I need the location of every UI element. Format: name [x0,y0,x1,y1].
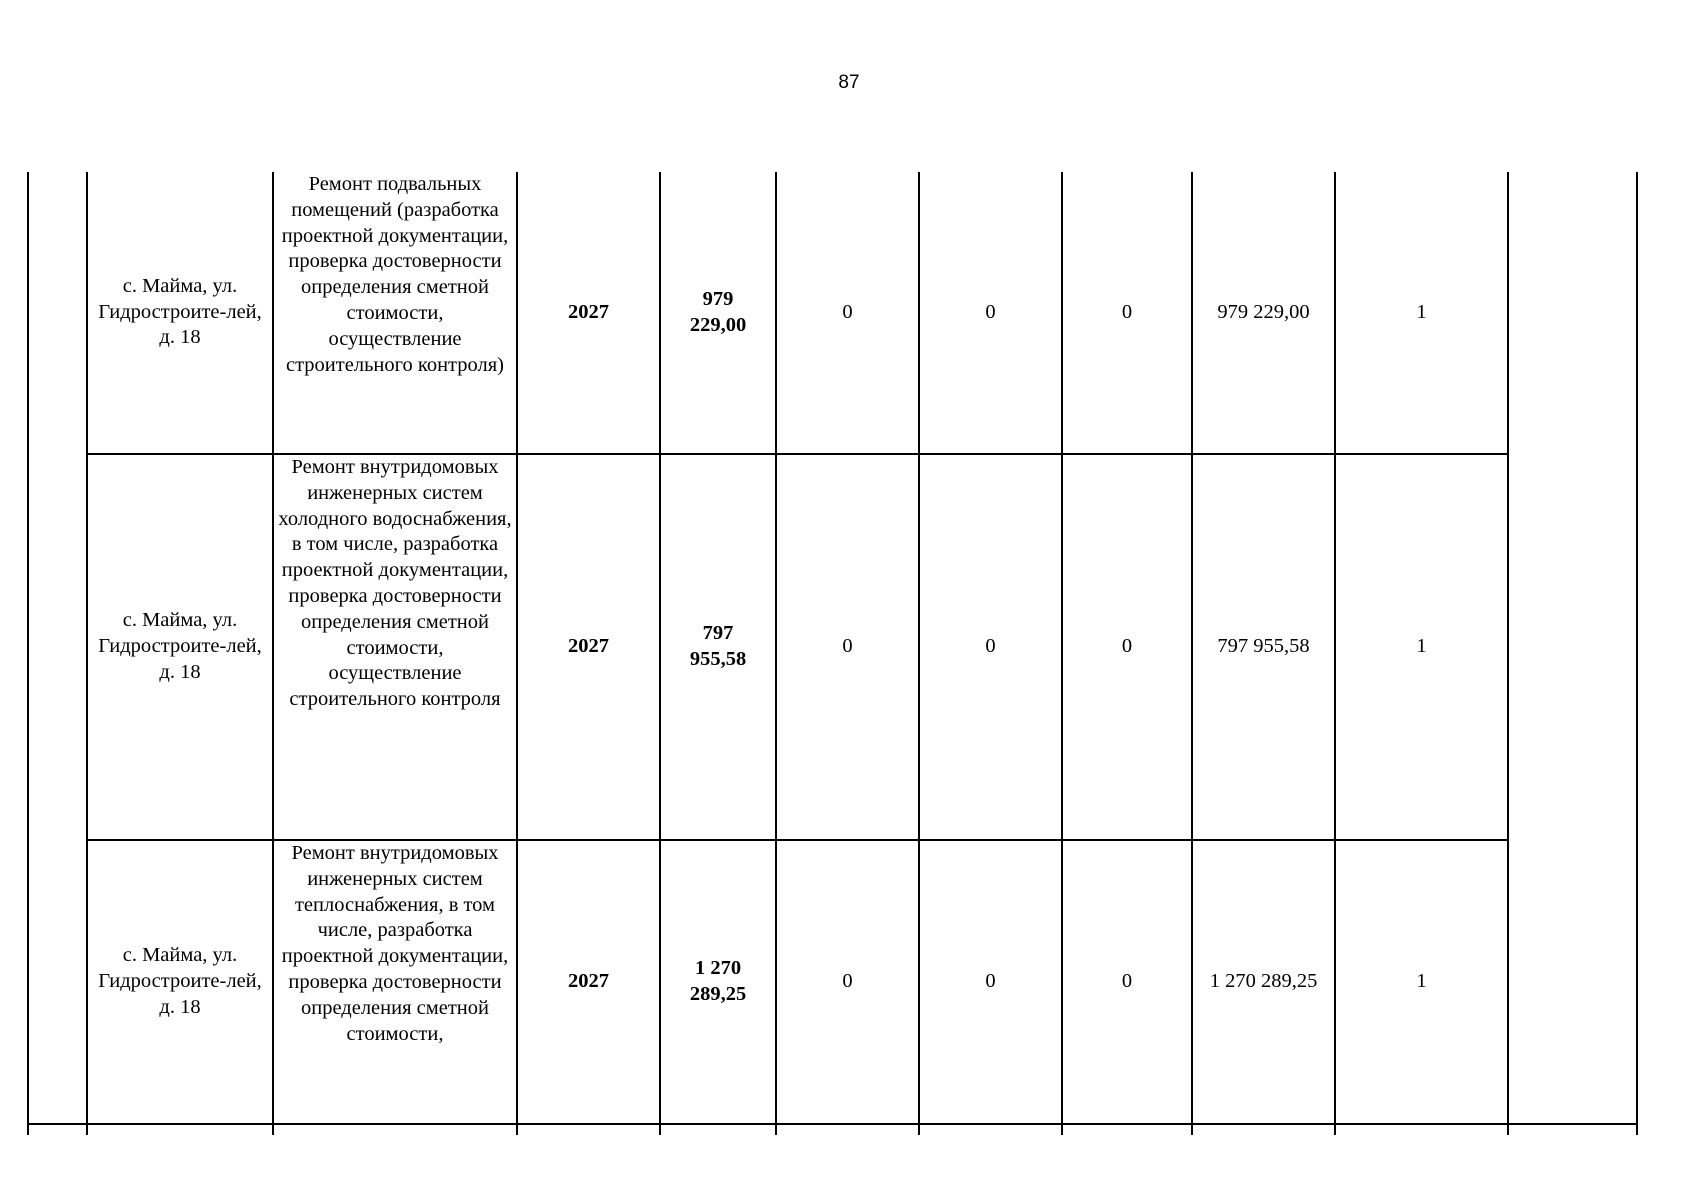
table-border-right [1636,172,1638,1135]
fund-value: 0 [985,970,996,993]
table-border-left [27,172,29,1135]
fund-cell [1063,455,1191,839]
fund-value: 0 [985,635,996,658]
column-divider [1507,172,1509,1135]
count-cell [1336,455,1507,839]
address-cell [88,172,272,453]
address-text: с. Майма, ул. Гидростроите-лей, д. 18 [98,944,262,1018]
fund-value: 0 [1121,300,1133,323]
fund-cell [1063,841,1191,1123]
fund-cell [777,455,918,839]
work-description-cell [274,455,516,839]
work-description-text: Ремонт внутридомовых инженерных систем холодного водоснабжения, в том числе, разработка проектной документации, проверка достоверности определения сметной стоимости, осуществление строительного контроля [278,456,512,711]
total-cost-text: 797 955,58 [689,622,747,670]
fund-value: 0 [1121,635,1133,658]
year-text: 2027 [568,635,609,658]
fund-value: 0 [842,635,853,658]
fund-value: 0 [985,300,996,323]
total-cost-cell [661,455,775,839]
year-text: 2027 [568,300,609,323]
owners-funds-text: 797 955,58 [1217,635,1310,658]
fund-cell [920,841,1061,1123]
fund-cell [920,172,1061,453]
owners-funds-text: 1 270 289,25 [1209,970,1318,993]
year-cell [518,172,659,453]
total-cost-text: 1 270 289,25 [689,957,747,1005]
fund-value: 0 [842,970,853,993]
count-text: 1 [1416,635,1427,658]
count-cell [1336,172,1507,453]
count-text: 1 [1416,300,1427,323]
address-cell [88,841,272,1123]
fund-cell [777,172,918,453]
year-text: 2027 [568,970,609,993]
address-cell [88,455,272,839]
work-description-text: Ремонт подвальных помещений (разработка проектной документации, проверка достоверности определения сметной стоимости, осуществление строительного контроля) [281,173,509,376]
work-description-text: Ремонт внутридомовых инженерных систем теплоснабжения, в том числе, разработка проектной документации, проверка достоверности определения сметной стоимости, [281,842,509,1045]
count-text: 1 [1416,970,1427,993]
owners-funds-text: 979 229,00 [1217,300,1310,323]
fund-cell [920,455,1061,839]
address-text: с. Майма, ул. Гидростроите-лей, д. 18 [98,274,262,349]
count-cell [1336,841,1507,1123]
page-number: 87 [838,72,860,93]
total-cost-cell [661,841,775,1123]
fund-cell [1063,172,1191,453]
fund-cell [777,841,918,1123]
year-cell [518,455,659,839]
total-cost-text: 979 229,00 [689,287,747,336]
owners-funds-cell [1193,172,1334,453]
total-cost-cell [661,172,775,453]
fund-value: 0 [1121,970,1133,993]
work-description-cell [274,172,516,453]
owners-funds-cell [1193,455,1334,839]
fund-value: 0 [842,300,853,323]
year-cell [518,841,659,1123]
address-text: с. Майма, ул. Гидростроите-лей, д. 18 [98,609,262,683]
owners-funds-cell [1193,841,1334,1123]
work-description-cell [274,841,516,1123]
table-border-bottom [27,1123,1638,1125]
